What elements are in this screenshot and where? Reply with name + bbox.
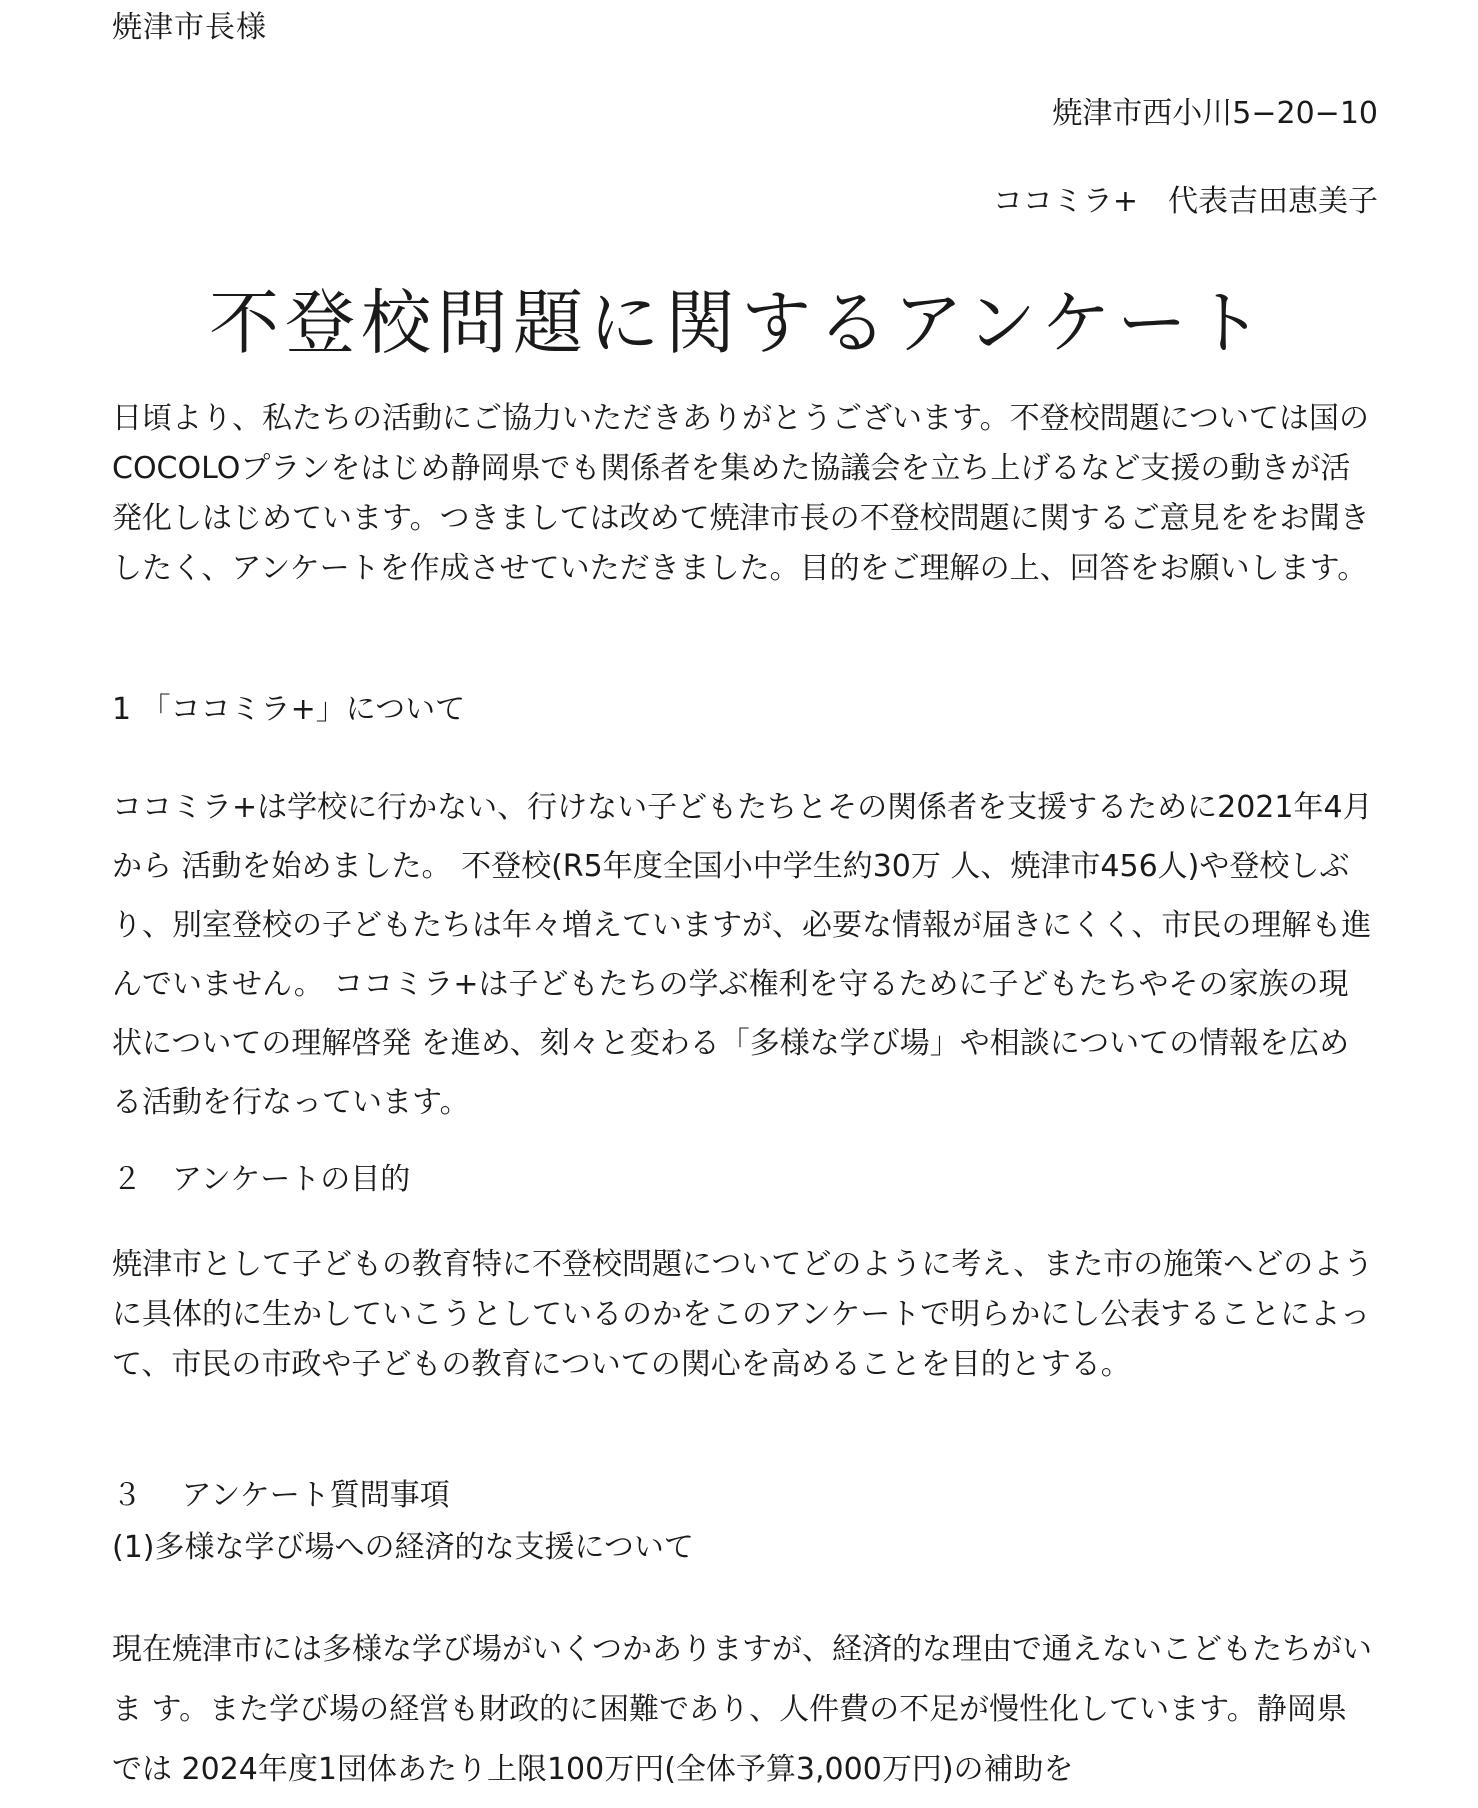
section-1-body: ココミラ+は学校に行かない、行けない子どもたちとその関係者を支援するために2021年4月から 活動を始めました。 不登校(R5年度全国小中学生約30万 人、焼津市456人)や登校しぶり、別室登校の子どもたちは年々増えていますが、必要な情報が届きにくく、市民の理解も進んでいません。 ココミラ+は子どもたちの学ぶ権利を守るために子どもたちやその家族の現状についての理解啓発 を進め、刻々と変わる「多様な学び場」や相談についての情報を広める活動を行なっています。 bbox=[112, 790, 1373, 1120]
sender-name: ココミラ+ 代表吉田恵美子 bbox=[992, 184, 1378, 219]
section-1-heading: 1 「ココミラ+」について bbox=[112, 692, 466, 727]
section-3-subheading: (1)多様な学び場への経済的な支援について bbox=[112, 1530, 694, 1565]
document-title: 不登校問題に関するアンケート bbox=[209, 282, 1269, 364]
section-2-heading: ２ アンケートの目的 bbox=[112, 1162, 411, 1197]
section-2-body: 焼津市として子どもの教育特に不登校問題についてどのように考え、また市の施策へどのように具体的に生かしていこうとしているのかをこのアンケートで明らかにし公表することによって、市民の市政や子どもの教育についての関心を高めることを目的とする。 bbox=[112, 1247, 1374, 1382]
intro-paragraph: 日頃より、私たちの活動にご協力いただきありがとうございます。不登校問題については国のCOCOLOプランをはじめ静岡県でも関係者を集めた協議会を立ち上げるなど支援の動きが活発化しはじめています。つきましては改めて焼津市長の不登校問題に関するご意見ををお聞きしたく、アンケートを作成させていただきました。目的をご理解の上、回答をお願いします。 bbox=[112, 401, 1370, 586]
sender-address: 焼津市西小川5−20−10 bbox=[1052, 96, 1378, 131]
addressee: 焼津市長様 bbox=[112, 10, 267, 45]
section-3-heading: ３ アンケート質問事項 bbox=[112, 1478, 450, 1513]
section-3-body: 現在焼津市には多様な学び場がいくつかありますが、経済的な理由で通えないこどもたちがいま す。また学び場の経営も財政的に困難であり、人件費の不足が慢性化しています。静岡県では 2024年度1団体あたり上限100万円(全体予算3,000万円)の補助を bbox=[112, 1632, 1372, 1787]
